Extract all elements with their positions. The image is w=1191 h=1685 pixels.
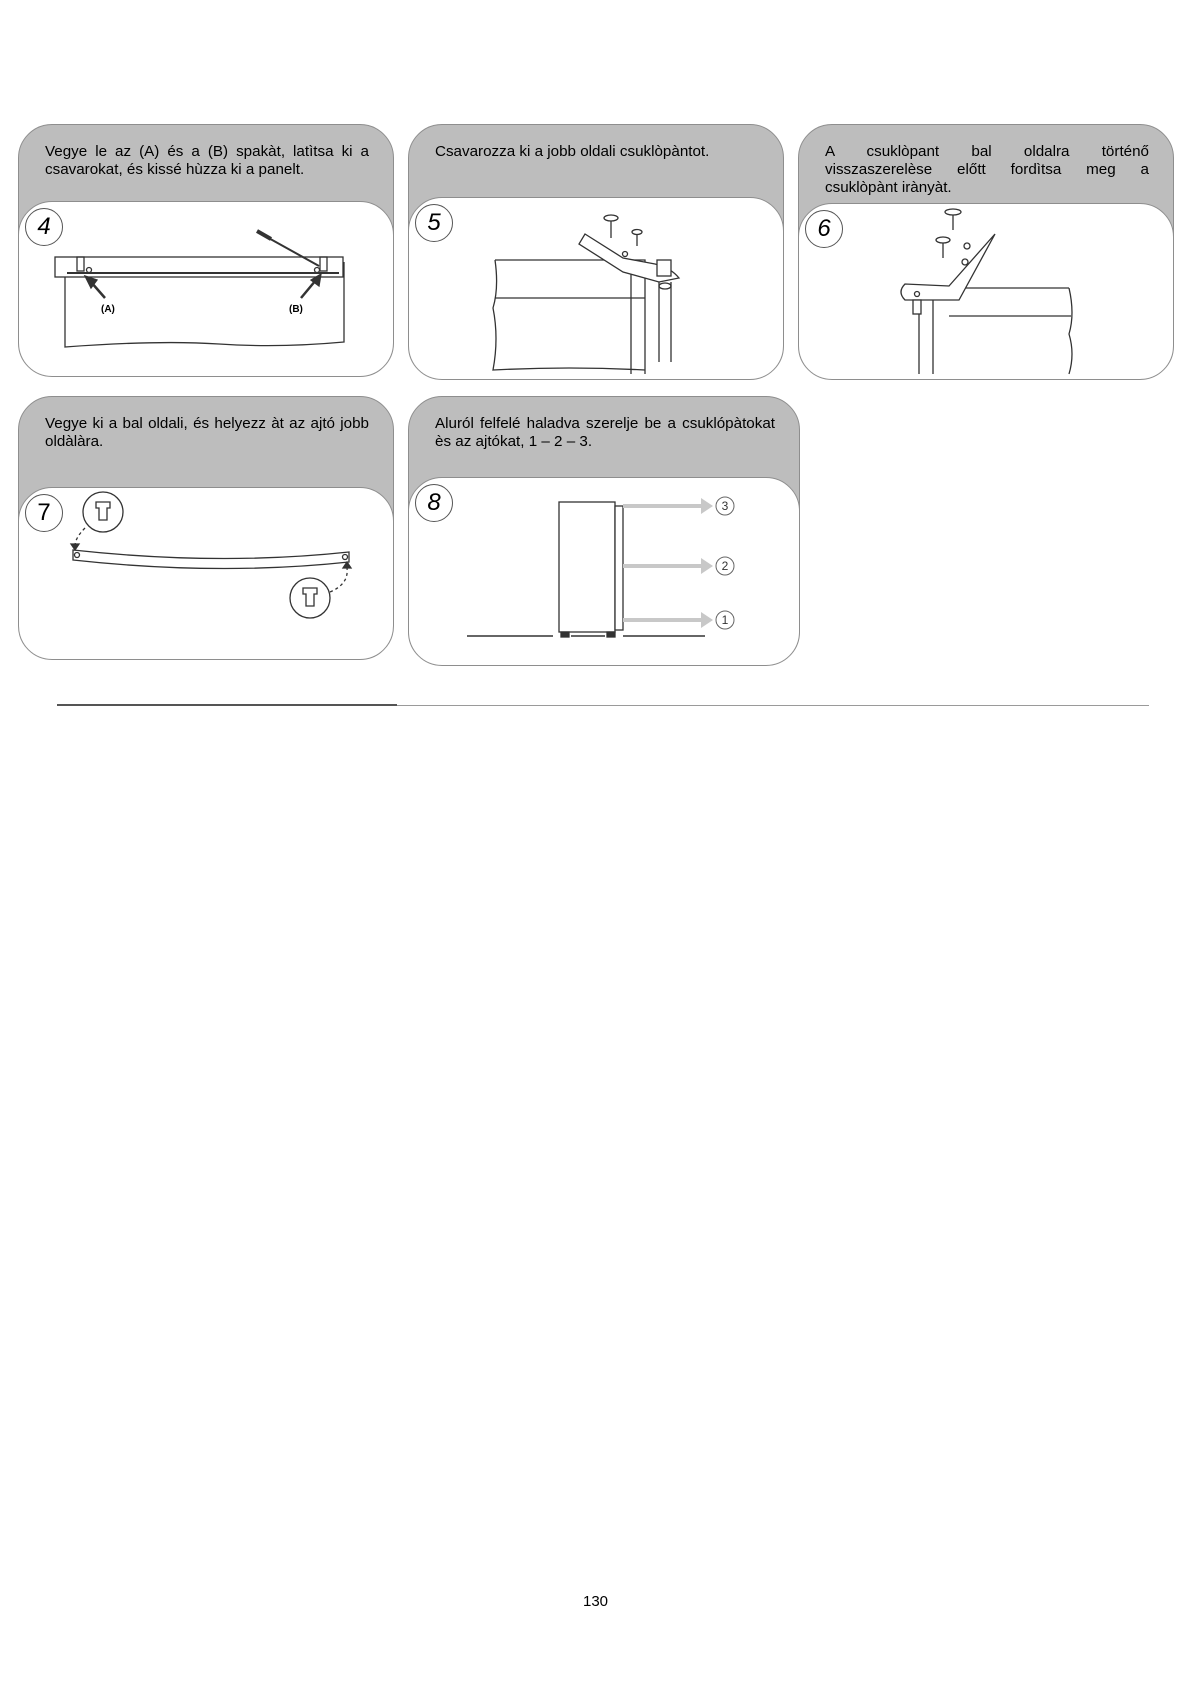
illustration-panel — [408, 197, 784, 380]
step-caption: Vegye le az (A) és a (B) spakàt, latìtsa ki a csavarokat, és kissé hùzza ki a panelt. — [45, 143, 369, 178]
reverse-hinge-illustration — [799, 204, 1174, 380]
step-number: 4 — [25, 208, 63, 246]
footer-divider-accent — [57, 704, 397, 706]
label-b: (B) — [289, 304, 303, 315]
page-number: 130 — [582, 1593, 609, 1610]
caption-line-3: csuklòpànt irànyàt. — [825, 179, 952, 196]
step-card-5 — [408, 124, 784, 380]
step-card-8 — [408, 396, 800, 666]
caption-line-1: A csuklòpant bal oldalra történő — [825, 143, 1149, 160]
move-pin-illustration — [19, 488, 394, 660]
step-number: 8 — [415, 484, 453, 522]
step-number: 6 — [805, 210, 843, 248]
step-caption: Csavarozza ki a jobb oldali csuklòpàntot. — [435, 143, 710, 160]
illustration-panel — [408, 477, 800, 666]
step-number: 7 — [25, 494, 63, 532]
remove-panel-illustration — [19, 202, 394, 377]
caption-line-2: visszaszerelèse előtt fordìtsa meg a — [825, 161, 1149, 178]
unscrew-hinge-illustration — [409, 198, 784, 380]
marker-2: 2 — [721, 559, 729, 573]
marker-1: 1 — [721, 613, 729, 627]
illustration-panel — [18, 487, 394, 660]
step-caption: Aluról felfelé haladva szerelje be a csuklópàtokat ès az ajtókat, 1 – 2 – 3. — [435, 415, 775, 450]
illustration-panel — [798, 203, 1174, 380]
step-card-4 — [18, 124, 394, 377]
step-card-7 — [18, 396, 394, 660]
illustration-panel — [18, 201, 394, 377]
step-caption — [825, 143, 1149, 197]
label-a: (A) — [101, 304, 115, 315]
marker-3: 3 — [721, 499, 729, 513]
step-card-6 — [798, 124, 1174, 380]
step-caption: Vegye ki a bal oldali, és helyezz àt az ajtó jobb oldàlàra. — [45, 415, 369, 450]
step-number: 5 — [415, 204, 453, 242]
assembly-order-illustration — [409, 478, 800, 666]
